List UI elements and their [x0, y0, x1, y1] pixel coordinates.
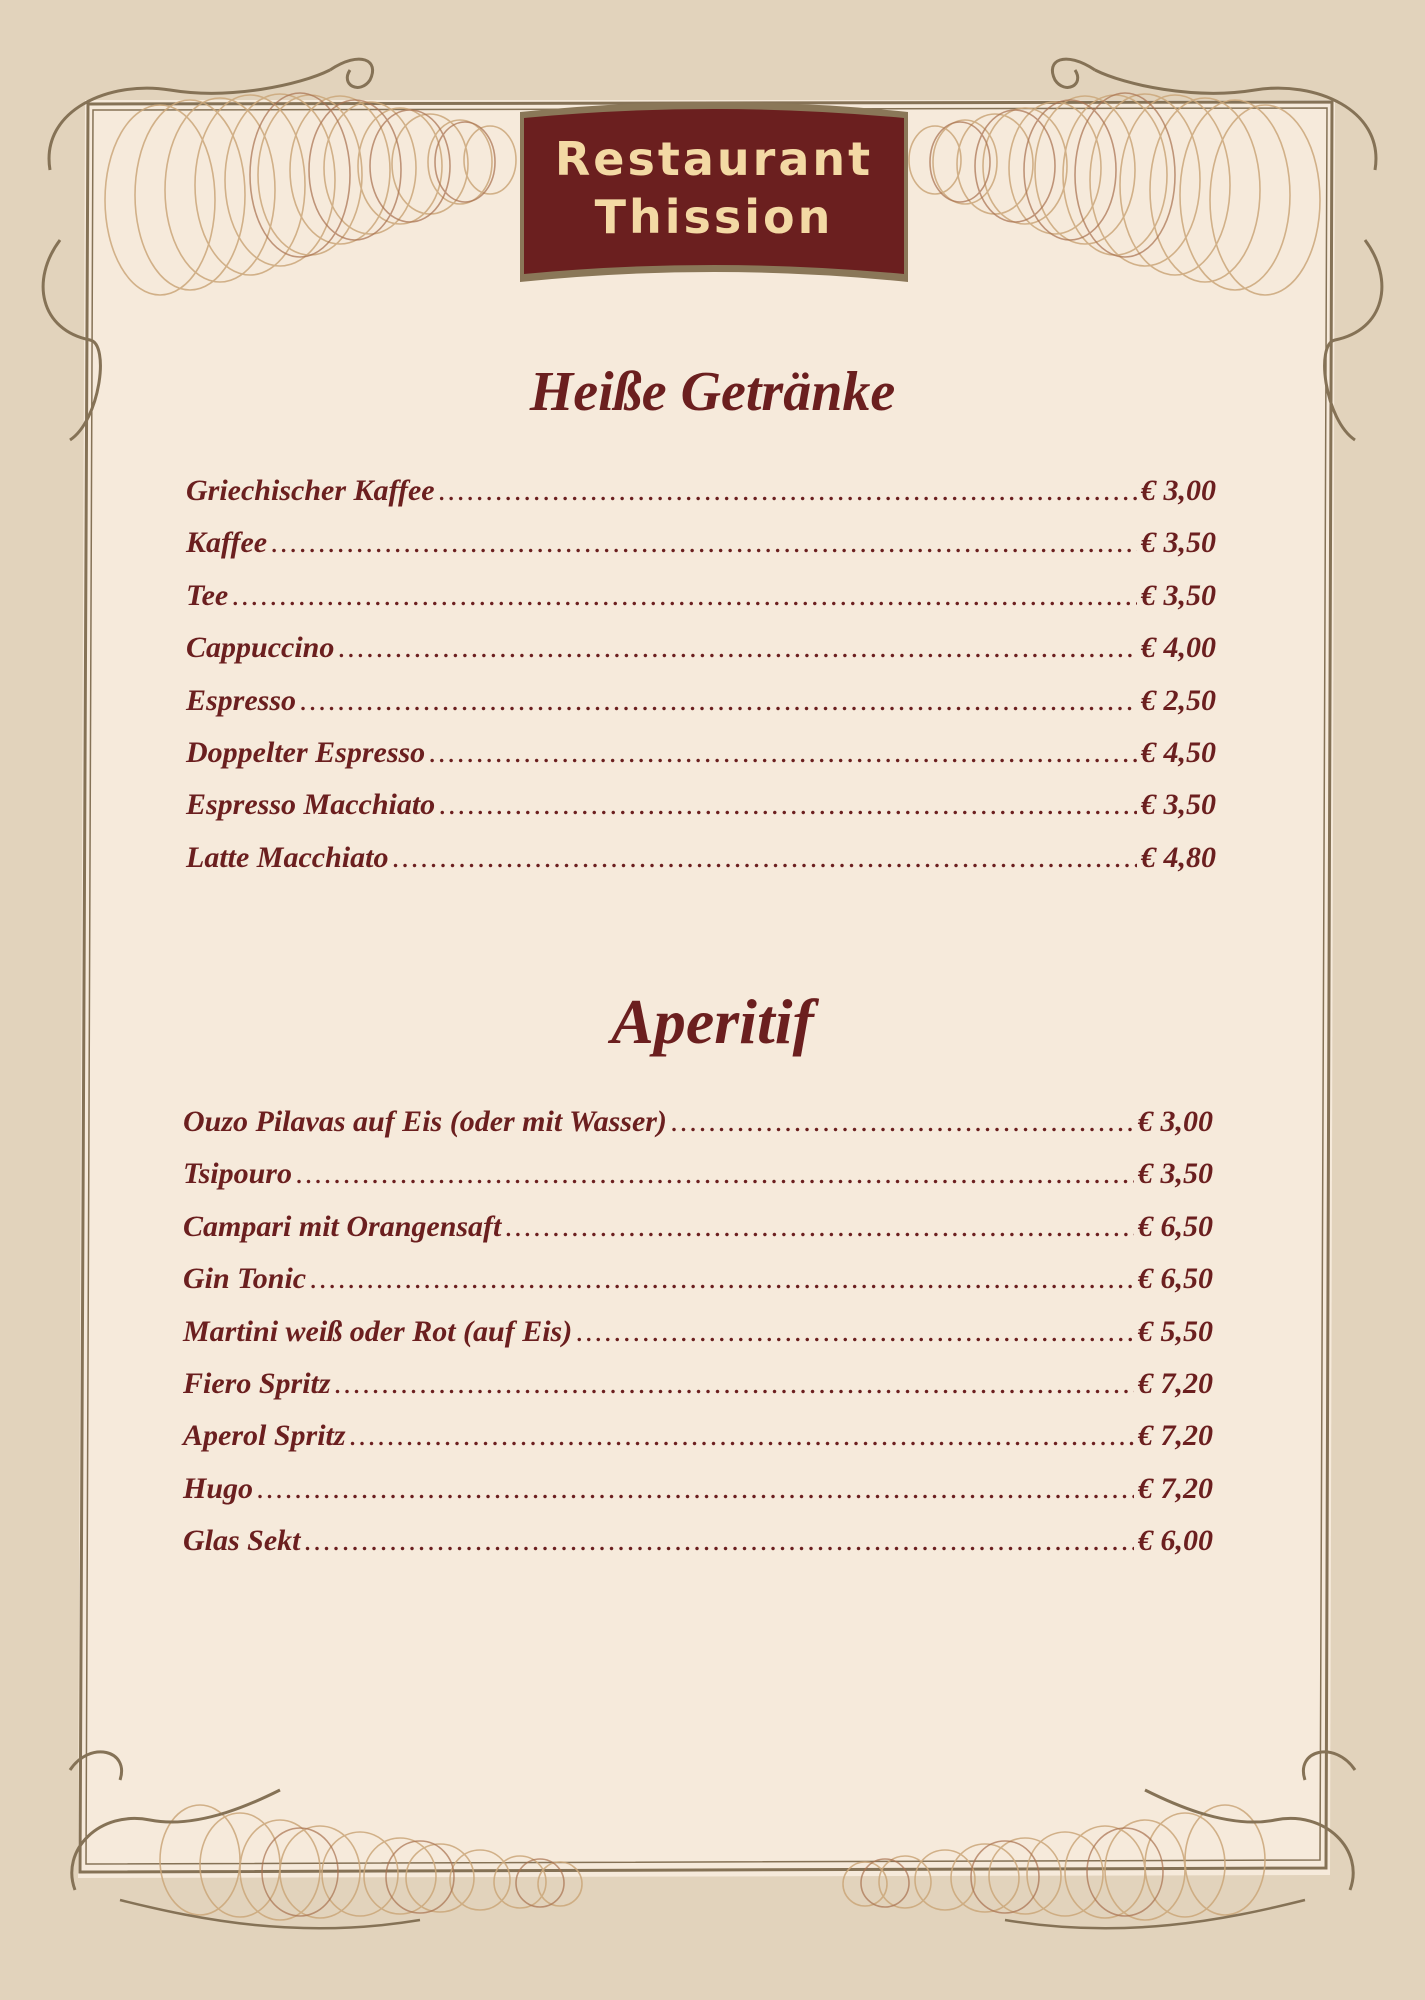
item-price: € 3,00: [1141, 474, 1216, 507]
item-name: Ouzo Pilavas auf Eis (oder mit Wasser): [183, 1105, 667, 1138]
item-name: Kaffee: [186, 526, 268, 560]
item-price: € 7,20: [1138, 1471, 1213, 1505]
menu-item: [186, 579, 1216, 631]
item-name: Tee: [186, 578, 229, 612]
item-name: Fiero Spritz: [183, 1366, 331, 1400]
item-price: € 6,50: [1138, 1262, 1213, 1296]
menu-item: [183, 1419, 1213, 1471]
item-name: Doppelter Espresso: [186, 735, 426, 769]
dot-leader: [335, 1367, 1134, 1401]
menu-item: [183, 1157, 1213, 1209]
bottom-left-flourish: [160, 1805, 582, 1920]
restaurant-name-line2: Thission: [594, 190, 834, 244]
menu-item: [186, 631, 1216, 683]
dot-leader: [232, 579, 1137, 613]
item-price: € 3,50: [1141, 526, 1216, 560]
menu-item: [186, 526, 1216, 578]
item-price: € 2,50: [1141, 683, 1216, 717]
section-title-hot-drinks: Heiße Getränke: [529, 361, 896, 423]
item-name: Griechischer Kaffee: [186, 474, 435, 507]
item-price: € 5,50: [1138, 1314, 1213, 1348]
dot-leader: [350, 1419, 1134, 1453]
dot-leader: [300, 684, 1137, 718]
dot-leader: [439, 474, 1137, 508]
item-price: € 3,50: [1141, 578, 1216, 612]
item-price: € 4,80: [1141, 840, 1216, 874]
item-price: € 3,50: [1138, 1157, 1213, 1191]
dot-leader: [338, 631, 1137, 665]
menu-item: [186, 684, 1216, 736]
dot-leader: [439, 788, 1137, 822]
item-name: Hugo: [183, 1471, 254, 1505]
item-price: € 4,00: [1141, 631, 1216, 665]
dot-leader: [392, 841, 1137, 875]
item-name: Tsipouro: [183, 1157, 292, 1191]
restaurant-name: [520, 130, 908, 246]
dot-leader: [505, 1210, 1134, 1244]
menu-item: [186, 474, 1216, 526]
item-price: € 6,00: [1138, 1524, 1213, 1558]
aperitif-list: [183, 1105, 1213, 1577]
item-price: € 3,50: [1141, 788, 1216, 822]
menu-item: [186, 736, 1216, 788]
menu-item: [183, 1210, 1213, 1262]
dot-leader: [671, 1105, 1134, 1139]
item-name: Martini weiß oder Rot (auf Eis): [183, 1314, 573, 1348]
menu-item: [186, 788, 1216, 840]
menu-item: [183, 1105, 1213, 1157]
hot-drinks-list: [186, 474, 1216, 893]
dot-leader: [296, 1157, 1134, 1191]
section-title-aperitif: Aperitif: [611, 986, 814, 1057]
dot-leader: [305, 1524, 1134, 1558]
item-name: Aperol Spritz: [183, 1419, 346, 1453]
dot-leader: [257, 1472, 1134, 1506]
restaurant-name-line1: Restaurant: [554, 132, 874, 186]
item-name: Gin Tonic: [183, 1262, 307, 1296]
item-price: € 4,50: [1141, 735, 1216, 769]
item-price: € 3,00: [1138, 1105, 1213, 1138]
menu-item: [183, 1262, 1213, 1314]
item-name: Espresso Macchiato: [186, 788, 436, 822]
menu-item: [183, 1315, 1213, 1367]
item-name: Cappuccino: [186, 631, 335, 665]
item-name: Espresso: [186, 683, 297, 717]
dot-leader: [271, 526, 1137, 560]
dot-leader: [576, 1315, 1134, 1349]
bottom-right-flourish: [843, 1805, 1265, 1920]
item-name: Campari mit Orangensaft: [183, 1209, 502, 1243]
menu-item: [183, 1524, 1213, 1576]
item-name: Glas Sekt: [183, 1524, 301, 1558]
menu-item: [183, 1367, 1213, 1419]
item-price: € 7,20: [1138, 1419, 1213, 1453]
item-price: € 6,50: [1138, 1209, 1213, 1243]
menu-item: [186, 841, 1216, 893]
item-price: € 7,20: [1138, 1366, 1213, 1400]
dot-leader: [429, 736, 1137, 770]
menu-item: [183, 1472, 1213, 1524]
dot-leader: [310, 1262, 1134, 1296]
item-name: Latte Macchiato: [186, 840, 389, 874]
